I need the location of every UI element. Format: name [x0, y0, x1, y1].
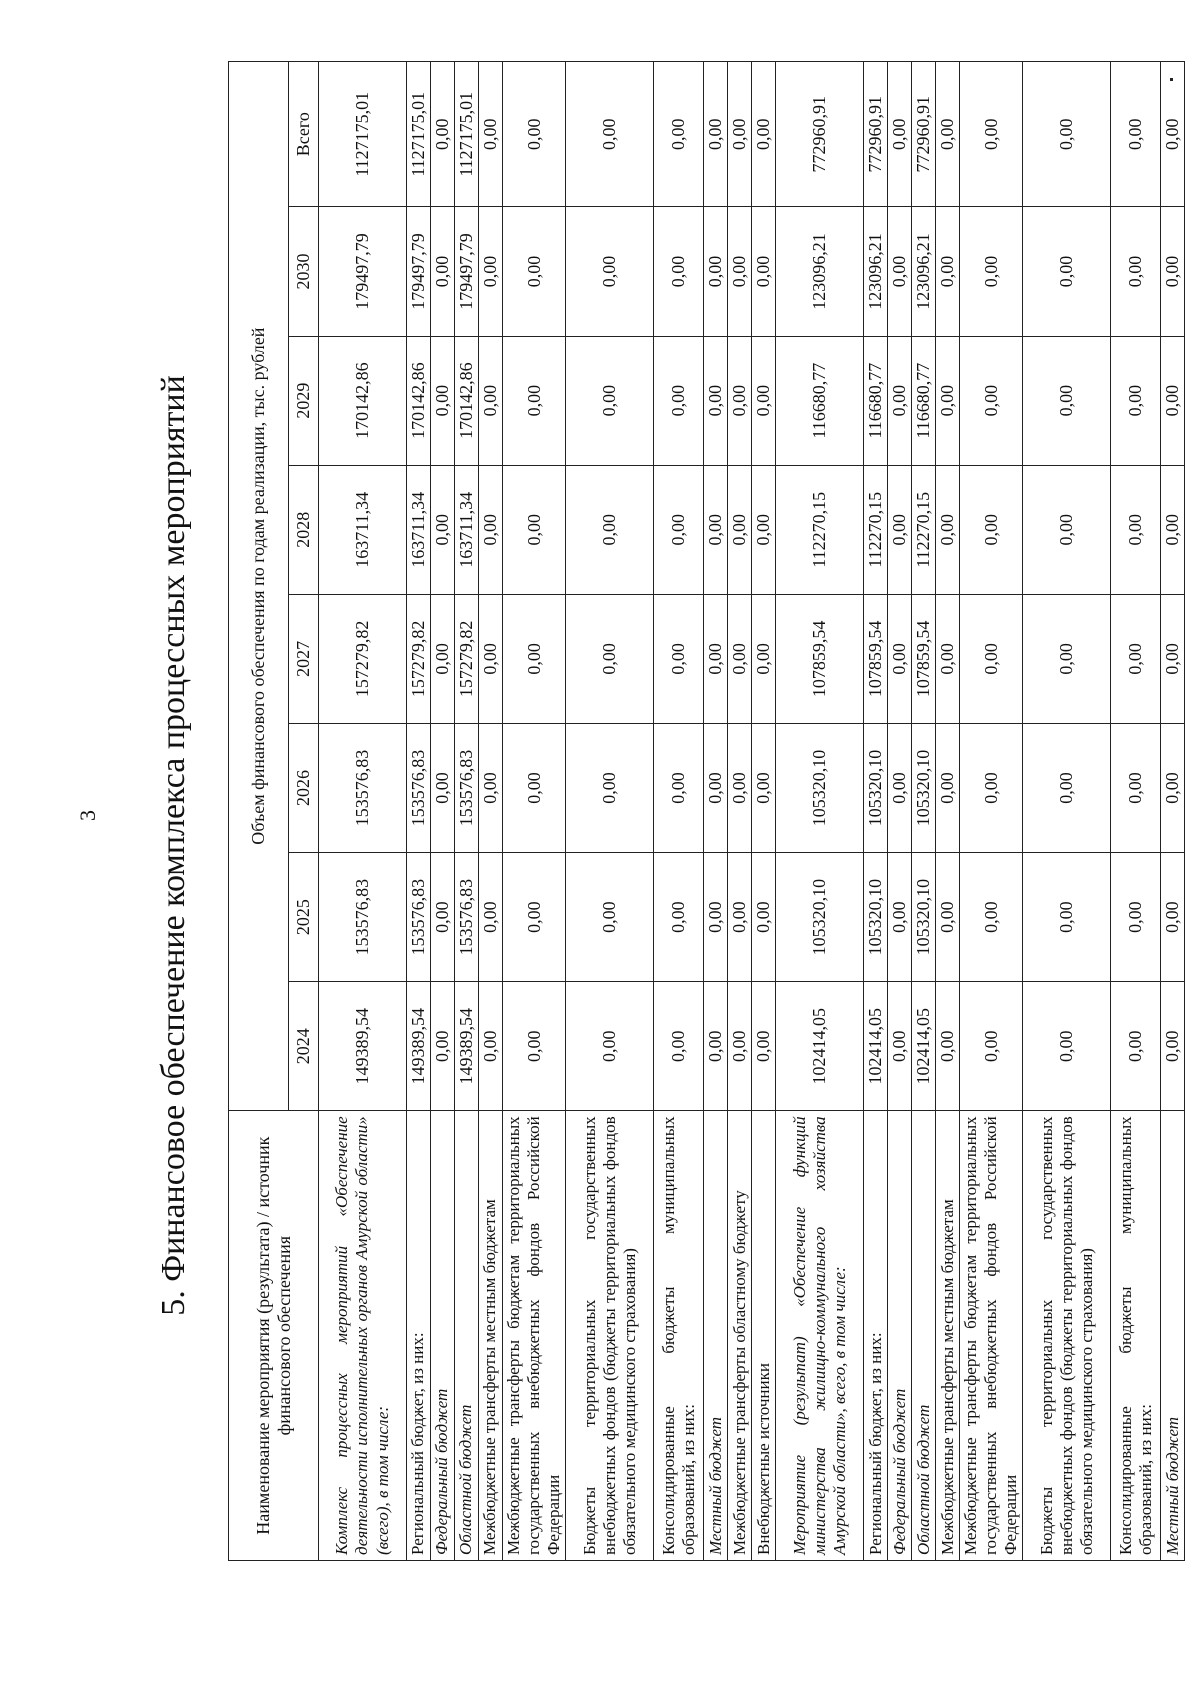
row-value-cell: 170142,86 [407, 336, 431, 465]
row-value-cell: 0,00 [704, 465, 728, 594]
row-value-cell: 149389,54 [407, 982, 431, 1111]
row-value-cell: 0,00 [888, 62, 912, 207]
row-value-cell: 105320,10 [864, 853, 888, 982]
row-value-cell: 0,00 [566, 723, 654, 852]
row-value-cell: 153576,83 [455, 853, 479, 982]
row-value-cell: 157279,82 [319, 594, 407, 723]
table-row [1023, 62, 1111, 1561]
row-value-cell: 0,00 [936, 594, 960, 723]
row-value-cell: 0,00 [1023, 853, 1111, 982]
row-source-name: Региональный бюджет, из них: [407, 1111, 431, 1561]
row-source-name: Межбюджетные трансферты местным бюджетам [936, 1111, 960, 1561]
table-row [864, 62, 888, 1561]
row-value-cell: 179497,79 [455, 207, 479, 336]
row-source-name: Внебюджетные источники [752, 1111, 776, 1561]
row-value-cell: 1127175,01 [407, 62, 431, 207]
row-value-cell: 0,00 [566, 207, 654, 336]
page-title: 5. Финансовое обеспечение комплекса процессных мероприятий [155, 375, 192, 1316]
row-value-cell: 0,00 [654, 62, 704, 207]
row-value-cell: 0,00 [752, 465, 776, 594]
row-value-cell: 0,00 [728, 853, 752, 982]
row-value-cell: 0,00 [704, 982, 728, 1111]
row-value-cell: 123096,21 [864, 207, 888, 336]
row-value-cell: 105320,10 [864, 723, 888, 852]
row-value-cell: 0,00 [654, 336, 704, 465]
row-value-cell: 0,00 [752, 62, 776, 207]
row-value-cell: 0,00 [704, 207, 728, 336]
row-value-cell: 0,00 [654, 207, 704, 336]
row-value-cell: 107859,54 [864, 594, 888, 723]
header-year-6: 2030 [289, 207, 319, 336]
row-value-cell: 0,00 [431, 982, 455, 1111]
row-value-cell: 0,00 [704, 336, 728, 465]
row-source-name: Местный бюджет [1161, 1111, 1185, 1561]
row-value-cell: 0,00 [431, 853, 455, 982]
row-value-cell: 0,00 [888, 594, 912, 723]
table-row [888, 62, 912, 1561]
row-value-cell: 0,00 [728, 723, 752, 852]
row-value-cell: 102414,05 [912, 982, 936, 1111]
row-value-cell: 153576,83 [407, 853, 431, 982]
row-value-cell: 149389,54 [319, 982, 407, 1111]
row-source-name: Федеральный бюджет [888, 1111, 912, 1561]
row-value-cell: 0,00 [479, 336, 503, 465]
row-value-cell: 0,00 [654, 594, 704, 723]
row-source-name: Межбюджетные трансферты областному бюджету [728, 1111, 752, 1561]
table-row [654, 62, 704, 1561]
row-value-cell: 0,00 [888, 723, 912, 852]
table-row [1111, 62, 1161, 1561]
row-value-cell: 0,00 [503, 982, 566, 1111]
row-value-cell: 0,00 [704, 62, 728, 207]
row-value-cell: 0,00 [728, 336, 752, 465]
financing-table [228, 61, 1185, 1561]
row-value-cell: 0,00 [1023, 465, 1111, 594]
row-value-cell: 170142,86 [319, 336, 407, 465]
table-row [407, 62, 431, 1561]
row-value-cell: 0,00 [1023, 594, 1111, 723]
row-value-cell: 0,00 [566, 853, 654, 982]
row-value-cell: 0,00 [888, 336, 912, 465]
row-value-cell: 0,00 [960, 853, 1023, 982]
row-source-name: Федеральный бюджет [431, 1111, 455, 1561]
row-value-cell: 170142,86 [455, 336, 479, 465]
row-value-cell: 0,00 [728, 62, 752, 207]
scan-speck [1170, 78, 1173, 81]
row-value-cell: 0,00 [503, 336, 566, 465]
row-value-cell: 116680,77 [912, 336, 936, 465]
row-value-cell: 123096,21 [776, 207, 864, 336]
row-value-cell: 772960,91 [864, 62, 888, 207]
row-value-cell: 0,00 [1161, 207, 1185, 336]
row-value-cell: 0,00 [960, 594, 1023, 723]
table-row [936, 62, 960, 1561]
row-value-cell: 0,00 [654, 982, 704, 1111]
row-value-cell: 105320,10 [912, 853, 936, 982]
row-value-cell: 112270,15 [912, 465, 936, 594]
row-value-cell: 0,00 [479, 465, 503, 594]
row-value-cell: 0,00 [1023, 982, 1111, 1111]
page-number: 3 [75, 810, 100, 821]
row-value-cell: 0,00 [960, 465, 1023, 594]
row-value-cell: 0,00 [752, 207, 776, 336]
row-value-cell: 0,00 [1023, 336, 1111, 465]
table-row [728, 62, 752, 1561]
row-value-cell: 0,00 [1161, 982, 1185, 1111]
row-value-cell: 0,00 [1161, 594, 1185, 723]
row-source-name: Комплекс процессных мероприятий «Обеспечение деятельности исполнительных органов Амурской области» (всего), в том числе: [319, 1111, 407, 1561]
row-value-cell: 0,00 [704, 594, 728, 723]
row-value-cell: 105320,10 [776, 723, 864, 852]
row-value-cell: 0,00 [654, 723, 704, 852]
row-source-name: Консолидированные бюджеты муниципальных образований, из них: [654, 1111, 704, 1561]
row-value-cell: 107859,54 [912, 594, 936, 723]
row-value-cell: 116680,77 [864, 336, 888, 465]
row-value-cell: 0,00 [431, 594, 455, 723]
table-row [503, 62, 566, 1561]
row-value-cell: 0,00 [960, 723, 1023, 852]
row-value-cell: 0,00 [431, 336, 455, 465]
row-value-cell: 0,00 [936, 465, 960, 594]
row-value-cell: 0,00 [566, 982, 654, 1111]
row-value-cell: 0,00 [479, 594, 503, 723]
row-value-cell: 0,00 [752, 853, 776, 982]
row-value-cell: 0,00 [1111, 853, 1161, 982]
row-value-cell: 0,00 [1111, 982, 1161, 1111]
header-name-column: Наименование мероприятия (результата) / источник финансового обеспечения [229, 1111, 319, 1561]
row-value-cell: 123096,21 [912, 207, 936, 336]
row-value-cell: 0,00 [503, 62, 566, 207]
row-value-cell: 0,00 [936, 62, 960, 207]
row-value-cell: 0,00 [431, 207, 455, 336]
row-value-cell: 0,00 [936, 207, 960, 336]
row-value-cell: 0,00 [936, 723, 960, 852]
row-value-cell: 102414,05 [864, 982, 888, 1111]
row-value-cell: 0,00 [566, 594, 654, 723]
row-value-cell: 157279,82 [455, 594, 479, 723]
row-value-cell: 112270,15 [776, 465, 864, 594]
row-value-cell: 772960,91 [912, 62, 936, 207]
row-value-cell: 0,00 [936, 853, 960, 982]
row-value-cell: 0,00 [888, 465, 912, 594]
row-value-cell: 153576,83 [319, 723, 407, 852]
header-year-2: 2026 [289, 723, 319, 852]
row-value-cell: 0,00 [1111, 723, 1161, 852]
row-source-name: Межбюджетные трансферты бюджетам территориальных государственных внебюджетных фондов Российской Федерации [503, 1111, 566, 1561]
row-value-cell: 0,00 [1111, 594, 1161, 723]
header-financing-group: Объем финансового обеспечения по годам реализации, тыс. рублей [229, 62, 289, 1111]
row-value-cell: 153576,83 [407, 723, 431, 852]
row-value-cell: 0,00 [1161, 62, 1185, 207]
row-value-cell: 0,00 [1023, 207, 1111, 336]
row-value-cell: 0,00 [654, 465, 704, 594]
header-year-1: 2025 [289, 853, 319, 982]
row-source-name: Межбюджетные трансферты бюджетам территориальных государственных внебюджетных фондов Российской Федерации [960, 1111, 1023, 1561]
table-row [1161, 62, 1185, 1561]
header-year-4: 2028 [289, 465, 319, 594]
row-value-cell: 1127175,01 [455, 62, 479, 207]
table-row [752, 62, 776, 1561]
row-value-cell: 0,00 [960, 336, 1023, 465]
row-value-cell: 149389,54 [455, 982, 479, 1111]
row-source-name: Областной бюджет [455, 1111, 479, 1561]
row-value-cell: 163711,34 [319, 465, 407, 594]
table-body [319, 62, 1185, 1561]
row-value-cell: 0,00 [479, 723, 503, 852]
row-value-cell: 0,00 [479, 62, 503, 207]
row-value-cell: 0,00 [1161, 465, 1185, 594]
row-value-cell: 179497,79 [319, 207, 407, 336]
row-value-cell: 0,00 [1161, 336, 1185, 465]
row-value-cell: 0,00 [503, 853, 566, 982]
row-value-cell: 0,00 [960, 207, 1023, 336]
row-value-cell: 0,00 [566, 465, 654, 594]
table-row [566, 62, 654, 1561]
row-value-cell: 0,00 [479, 853, 503, 982]
row-value-cell: 0,00 [1111, 62, 1161, 207]
row-value-cell: 0,00 [1161, 853, 1185, 982]
row-value-cell: 0,00 [503, 594, 566, 723]
row-source-name: Региональный бюджет, из них: [864, 1111, 888, 1561]
row-value-cell: 0,00 [479, 982, 503, 1111]
table-row [479, 62, 503, 1561]
row-value-cell: 0,00 [728, 982, 752, 1111]
row-source-name: Бюджеты территориальных государственных внебюджетных фондов (бюджеты территориальных фондов обязательного медицинского страхования) [566, 1111, 654, 1561]
header-year-7: Всего [289, 62, 319, 207]
row-value-cell: 0,00 [752, 336, 776, 465]
row-source-name: Бюджеты территориальных государственных внебюджетных фондов (бюджеты территориальных фондов обязательного медицинского страхования) [1023, 1111, 1111, 1561]
row-value-cell: 0,00 [431, 723, 455, 852]
row-value-cell: 112270,15 [864, 465, 888, 594]
row-value-cell: 0,00 [936, 982, 960, 1111]
row-value-cell: 0,00 [1111, 336, 1161, 465]
row-value-cell: 105320,10 [776, 853, 864, 982]
row-source-name: Межбюджетные трансферты местным бюджетам [479, 1111, 503, 1561]
row-value-cell: 0,00 [960, 982, 1023, 1111]
row-value-cell: 0,00 [752, 982, 776, 1111]
row-value-cell: 116680,77 [776, 336, 864, 465]
row-value-cell: 0,00 [752, 723, 776, 852]
row-value-cell: 0,00 [752, 594, 776, 723]
row-source-name: Областной бюджет [912, 1111, 936, 1561]
row-value-cell: 0,00 [936, 336, 960, 465]
table-row [704, 62, 728, 1561]
row-value-cell: 1127175,01 [319, 62, 407, 207]
header-year-3: 2027 [289, 594, 319, 723]
row-value-cell: 0,00 [503, 207, 566, 336]
row-value-cell: 179497,79 [407, 207, 431, 336]
table-row [319, 62, 407, 1561]
row-value-cell: 0,00 [566, 336, 654, 465]
row-value-cell: 0,00 [704, 853, 728, 982]
row-value-cell: 0,00 [888, 853, 912, 982]
row-value-cell: 0,00 [503, 723, 566, 852]
row-value-cell: 0,00 [1023, 62, 1111, 207]
row-value-cell: 0,00 [728, 594, 752, 723]
row-value-cell: 163711,34 [455, 465, 479, 594]
row-source-name: Мероприятие (результат) «Обеспечение функций министерства жилищно-коммунального хозяйства Амурской области», всего, в том числе: [776, 1111, 864, 1561]
row-value-cell: 153576,83 [319, 853, 407, 982]
row-value-cell: 102414,05 [776, 982, 864, 1111]
row-value-cell: 163711,34 [407, 465, 431, 594]
row-value-cell: 0,00 [566, 62, 654, 207]
row-value-cell: 0,00 [1111, 207, 1161, 336]
row-value-cell: 0,00 [888, 982, 912, 1111]
table-row [960, 62, 1023, 1561]
row-value-cell: 0,00 [960, 62, 1023, 207]
table-row [455, 62, 479, 1561]
row-value-cell: 157279,82 [407, 594, 431, 723]
row-value-cell: 0,00 [1111, 465, 1161, 594]
row-value-cell: 0,00 [431, 62, 455, 207]
row-value-cell: 153576,83 [455, 723, 479, 852]
header-year-5: 2029 [289, 336, 319, 465]
row-value-cell: 0,00 [888, 207, 912, 336]
row-value-cell: 107859,54 [776, 594, 864, 723]
row-source-name: Консолидированные бюджеты муниципальных образований, из них: [1111, 1111, 1161, 1561]
table-row [431, 62, 455, 1561]
row-value-cell: 0,00 [1161, 723, 1185, 852]
row-value-cell: 105320,10 [912, 723, 936, 852]
row-value-cell: 0,00 [654, 853, 704, 982]
row-value-cell: 0,00 [1023, 723, 1111, 852]
row-value-cell: 0,00 [431, 465, 455, 594]
row-source-name: Местный бюджет [704, 1111, 728, 1561]
table-row [912, 62, 936, 1561]
row-value-cell: 0,00 [704, 723, 728, 852]
row-value-cell: 0,00 [728, 207, 752, 336]
table-row [776, 62, 864, 1561]
row-value-cell: 0,00 [728, 465, 752, 594]
row-value-cell: 0,00 [503, 465, 566, 594]
header-year-0: 2024 [289, 982, 319, 1111]
row-value-cell: 0,00 [479, 207, 503, 336]
row-value-cell: 772960,91 [776, 62, 864, 207]
